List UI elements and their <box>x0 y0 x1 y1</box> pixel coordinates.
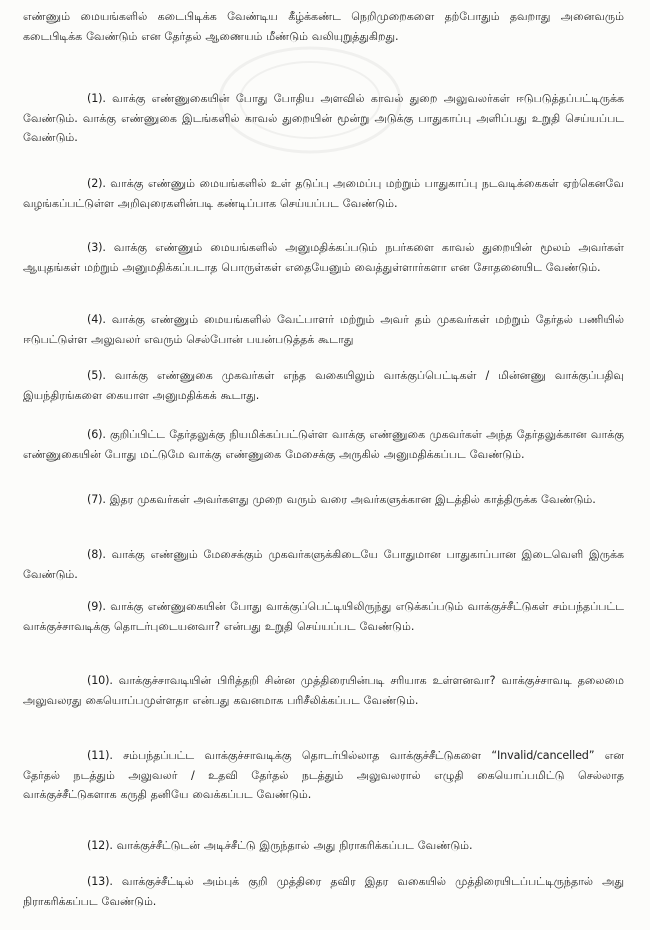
rule-item-6: (6). குறிப்பிட்ட தேர்தலுக்கு நியமிக்கப்பட்டுள்ள வாக்கு எண்ணுகை முகவர்கள் அந்த தேர்தலுக்கான வாக்கு எண்ணுகையின் போது மட்டுமே வாக்கு எண்ணுகை மேசைக்கு அருகில் அனுமதிக்கப்பட வேண்டும். <box>23 428 624 461</box>
rule-item-13: (13). வாக்குச்சீட்டில் அம்புக் குறி முத்திரை தவிர இதர வகையில் முத்திரையிடப்பட்டிருந்தால் அது நிராகரிக்கப்பட வேண்டும். <box>23 875 624 908</box>
rule-item-11: (11). சம்பந்தப்பட்ட வாக்குச்சாவடிக்கு தொடர்பில்லாத வாக்குச்சீட்டுகளை “Invalid/cancelled” என தேர்தல் நடத்தும் அலுவலர் / உதவி தேர்தல் நடத்தும் அலுவலரால் எழுதி கையொப்பமிட்டு செல்லாத வாக்குச்சீட்டுகளாக கருதி தனியே வைக்கப்பட வேண்டும். <box>23 749 624 801</box>
rule-item-5: (5). வாக்கு எண்ணுகை முகவர்கள் எந்த வகையிலும் வாக்குப்பெட்டிகள் / மின்னணு வாக்குப்பதிவு இயந்திரங்களை கையாள அனுமதிக்கக் கூடாது. <box>23 369 624 402</box>
rule-item-10: (10). வாக்குச்சாவடியின் பிரித்தறி சின்ன முத்திரையின்படி சரியாக உள்ளனவா? வாக்குச்சாவடி தலைமை அலுவலரது கையொப்பமுள்ளதா என்பது கவனமாக பரிசீலிக்கப்பட வேண்டும். <box>23 674 624 707</box>
rule-item-8: (8). வாக்கு எண்ணும் மேசைக்கும் முகவர்களுக்கிடையே போதுமான பாதுகாப்பான இடைவெளி இருக்க வேண்டும். <box>23 548 624 581</box>
intro-paragraph: எண்ணும் மையங்களில் கடைபிடிக்க வேண்டிய கீழ்க்கண்ட நெறிமுறைகளை தற்போதும் தவறாது அனைவரும் கடைபிடிக்க வேண்டும் என தேர்தல் ஆணையம் மீண்டும் வலியுறுத்துகிறது. <box>23 10 624 43</box>
rule-item-7: (7). இதர முகவர்கள் அவர்களது முறை வரும் வரை அவர்களுக்கான இடத்தில் காத்திருக்க வேண்டும். <box>87 493 596 506</box>
rule-item-1: (1). வாக்கு எண்ணுகையின் போது போதிய அளவில் காவல் துறை அலுவலர்கள் ஈடுபடுத்தப்பட்டிருக்க வேண்டும். வாக்கு எண்ணுகை இடங்களில் காவல் துறையின் மூன்று அடுக்கு பாதுகாப்பு அளிப்பது உறுதி செய்யப்பட வேண்டும். <box>23 92 624 144</box>
rule-item-2: (2). வாக்கு எண்ணும் மையங்களில் உள் தடுப்பு அமைப்பு மற்றும் பாதுகாப்பு நடவடிக்கைகள் ஏற்கெனவே வழங்கப்பட்டுள்ள அறிவுரைகளின்படி கண்டிப்பாக செய்யப்பட வேண்டும். <box>23 177 624 210</box>
rule-item-12: (12). வாக்குச்சீட்டுடன் அடிச்சீட்டு இருந்தால் அது நிராகரிக்கப்பட வேண்டும். <box>87 839 473 852</box>
rule-item-3: (3). வாக்கு எண்ணும் மையங்களில் அனுமதிக்கப்படும் நபர்களை காவல் துறையின் மூலம் அவர்கள் ஆயுதங்கள் மற்றும் அனுமதிக்கப்படாத பொருள்கள் எதையேனும் வைத்துள்ளார்களா என சோதனையிட வேண்டும். <box>23 241 624 274</box>
rule-item-9: (9). வாக்கு எண்ணுகையின் போது வாக்குப்பெட்டியிலிருந்து எடுக்கப்படும் வாக்குச்சீட்டுகள் சம்பந்தப்பட்ட வாக்குச்சாவடிக்கு தொடர்புடையனவா? என்பது உறுதி செய்யப்பட வேண்டும். <box>23 600 624 633</box>
rule-item-4: (4). வாக்கு எண்ணும் மையங்களில் வேட்பாளர் மற்றும் அவர் தம் முகவர்கள் மற்றும் தேர்தல் பணியில் ஈடுபட்டுள்ள அலுவலர் எவரும் செல்போன் பயன்படுத்தக் கூடாது <box>23 313 624 346</box>
